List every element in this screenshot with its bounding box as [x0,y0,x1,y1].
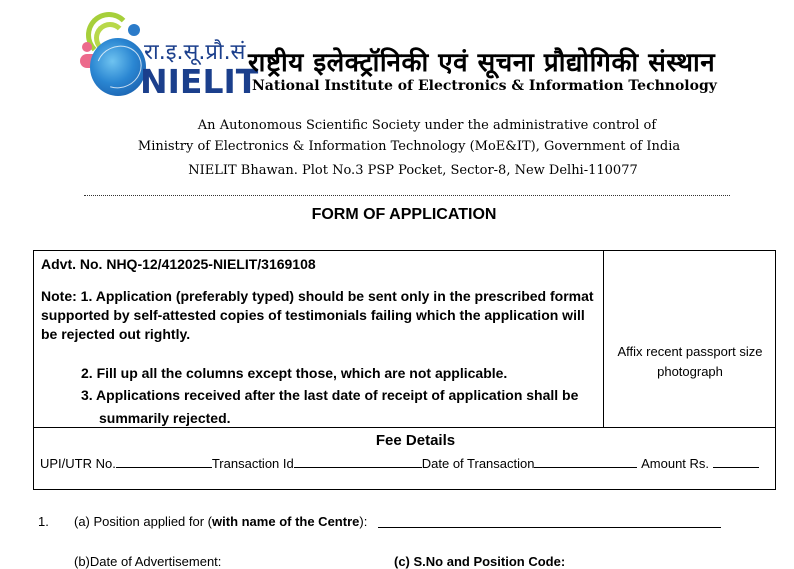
q1a-suffix: ): [359,514,368,529]
q1a-bold: with name of the Centre [212,514,360,529]
fee-details-row [40,455,759,471]
note-3-continued: summarily rejected. [99,410,231,426]
person-icon [128,24,140,36]
person-icon [82,42,92,52]
transaction-id-field[interactable] [294,455,422,468]
photo-column-divider [603,250,604,428]
globe-icon [90,38,146,96]
institute-name-hindi: राष्ट्रीय इलेक्ट्रॉनिकी एवं सूचना प्रौद्योगिकी संस्थान [248,48,716,78]
question-1-number: 1. [38,514,49,529]
question-1a-label [74,514,367,529]
amount-field[interactable] [713,455,759,468]
photo-placeholder[interactable]: Affix recent passport size photograph [617,344,763,379]
dotted-divider [84,195,730,196]
position-applied-field[interactable] [378,527,721,528]
subtitle-autonomous-society: An Autonomous Scientific Society under the administrative control of [197,118,657,133]
date-of-transaction-field[interactable] [534,455,637,468]
logo-acronym: NIELIT [140,62,259,101]
logo-hindi-abbreviation: रा.इ.सू.प्रौ.सं [144,40,246,65]
subtitle-ministry: Ministry of Electronics & Information Technology (MoE&IT), Government of India [137,139,681,154]
amount-label: Amount Rs. [641,456,710,471]
address: NIELIT Bhawan. Plot No.3 PSP Pocket, Sector-8, New Delhi-110077 [188,163,638,178]
nielit-logo [80,10,259,102]
upi-utr-label: UPI/UTR No. [40,456,116,471]
form-title: FORM OF APPLICATION [311,206,497,223]
date-of-transaction-label: Date of Transaction [421,456,535,471]
note-3: 3. Applications received after the last date of receipt of application shall be [81,387,579,403]
note-2: 2. Fill up all the columns except those, which are not applicable. [81,365,508,381]
fee-details-title: Fee Details [375,432,456,449]
advertisement-number: Advt. No. NHQ-12/412025-NIELIT/3169108 [41,256,316,272]
q1a-prefix: (a) Position applied for ( [74,514,213,529]
question-1c-label: (c) S.No and Position Code: [394,554,566,569]
upi-utr-field[interactable] [116,455,212,468]
question-1b-label: (b)Date of Advertisement: [74,554,222,569]
note-1: Note: 1. Application (preferably typed) should be sent only in the prescribed format supported by self-attested copies of testimonials failing which the application will be rejected out rightly. [41,288,594,342]
transaction-id-label: Transaction Id [211,456,294,471]
institute-name-english: National Institute of Electronics & Information Technology [252,78,717,94]
